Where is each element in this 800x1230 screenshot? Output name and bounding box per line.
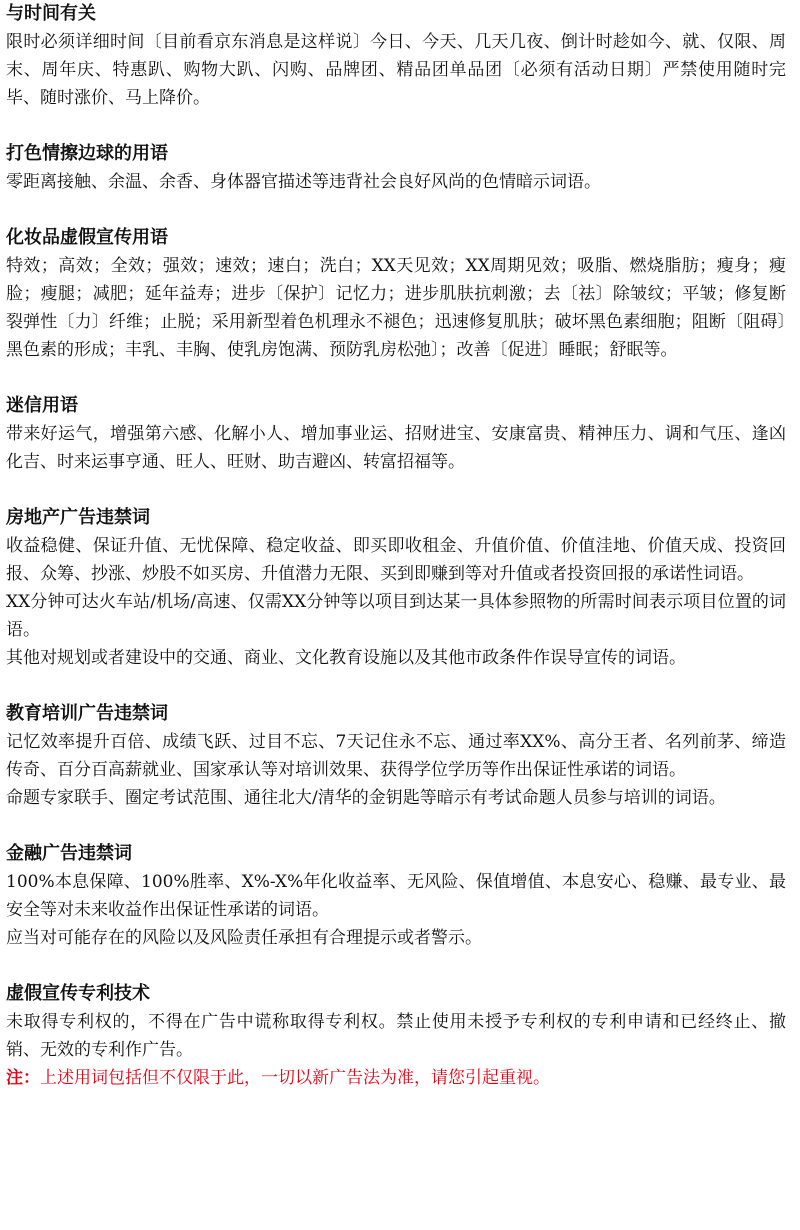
section-heading: 与时间有关 [6, 3, 96, 24]
section-patent [6, 980, 786, 1064]
section-paragraph: 应当对可能存在的风险以及风险责任承担有合理提示或者警示。 [6, 928, 482, 948]
section-heading: 打色情擦边球的用语 [6, 143, 168, 164]
section-gap [6, 952, 786, 980]
section-heading: 迷信用语 [6, 395, 78, 416]
section-heading: 虚假宣传专利技术 [6, 983, 150, 1004]
section-education [6, 700, 786, 812]
section-cosmetics [6, 224, 786, 364]
section-paragraph: 零距离接触、余温、余香、身体器官描述等违背社会良好风尚的色情暗示词语。 [6, 172, 601, 192]
section-real-estate [6, 504, 786, 672]
section-finance [6, 840, 786, 952]
section-paragraph: 收益稳健、保证升值、无忧保障、稳定收益、即买即收租金、升值价值、价值洼地、价值天成、投资回报、众筹、抄涨、炒股不如买房、升值潜力无限、买到即赚到等对升值或者投资回报的承诺性词语。 [6, 536, 786, 584]
section-heading: 房地产广告违禁词 [6, 507, 150, 528]
section-paragraph: 限时必须详细时间〔目前看京东消息是这样说〕今日、今天、几天几夜、倒计时趁如今、就、仅限、周末、周年庆、特惠趴、购物大趴、闪购、品牌团、精品团单品团〔必须有活动日期〕严禁使用随时完毕、随时涨价、马上降价。 [6, 32, 786, 108]
section-paragraph: 特效；高效；全效；强效；速效；速白；洗白；XX天见效；XX周期见效；吸脂、燃烧脂肪；瘦身；瘦脸；瘦腿；减肥；延年益寿；进步〔保护〕记忆力；进步肌肤抗刺激；去〔祛〕除皱纹；平皱；修复断裂弹性〔力〕纤维；止脱；采用新型着色机理永不褪色；迅速修复肌肤；破坏黑色素细胞；阻断〔阻碍〕黑色素的形成；丰乳、丰胸、使乳房饱满、预防乳房松弛〕；改善〔促进〕睡眠；舒眠等。 [6, 256, 786, 360]
section-heading: 金融广告违禁词 [6, 843, 132, 864]
section-gap [6, 476, 786, 504]
section-gap [6, 812, 786, 840]
section-paragraph: 未取得专利权的，不得在广告中谎称取得专利权。禁止使用未授予专利权的专利申请和已经终止、撤销、无效的专利作广告。 [6, 1012, 786, 1060]
section-gap [6, 672, 786, 700]
section-heading: 教育培训广告违禁词 [6, 703, 168, 724]
section-paragraph: 命题专家联手、圈定考试范围、通往北大/清华的金钥匙等暗示有考试命题人员参与培训的词语。 [6, 788, 726, 808]
section-paragraph: 其他对规划或者建设中的交通、商业、文化教育设施以及其他市政条件作误导宣传的词语。 [6, 648, 686, 668]
section-paragraph: XX分钟可达火车站/机场/高速、仅需XX分钟等以项目到达某一具体参照物的所需时间表示项目位置的词语。 [6, 592, 786, 640]
section-gap [6, 112, 786, 140]
section-time [6, 0, 786, 112]
section-paragraph: 记忆效率提升百倍、成绩飞跃、过目不忘、7天记住永不忘、通过率XX%、高分王者、名列前茅、缔造传奇、百分百高薪就业、国家承认等对培训效果、获得学位学历等作出保证性承诺的词语。 [6, 732, 786, 780]
footnote-text: 上述用词包括但不仅限于此，一切以新广告法为准，请您引起重视。 [40, 1068, 550, 1088]
section-heading: 化妆品虚假宣传用语 [6, 227, 168, 248]
footnote [6, 1064, 786, 1092]
section-gap [6, 364, 786, 392]
section-gap [6, 196, 786, 224]
section-erotic [6, 140, 786, 196]
footnote-label: 注： [6, 1068, 40, 1088]
section-paragraph: 100%本息保障、100%胜率、X%-X%年化收益率、无风险、保值增值、本息安心、稳赚、最专业、最安全等对未来收益作出保证性承诺的词语。 [6, 872, 786, 920]
section-superstition [6, 392, 786, 476]
section-paragraph: 带来好运气，增强第六感、化解小人、增加事业运、招财进宝、安康富贵、精神压力、调和气压、逢凶化吉、时来运事亨通、旺人、旺财、助吉避凶、转富招福等。 [6, 424, 786, 472]
